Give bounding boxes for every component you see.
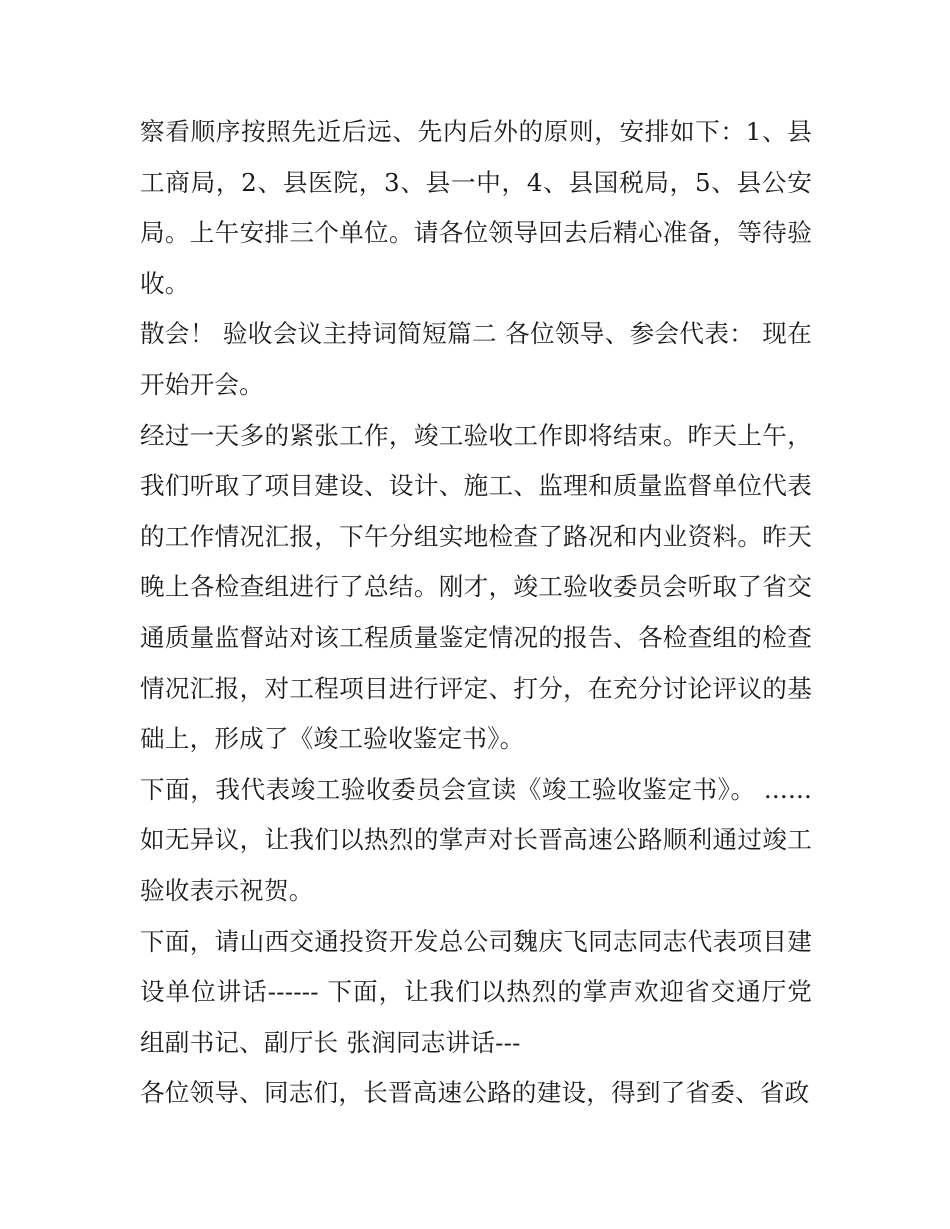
- paragraph-closing-remarks: 各位领导、同志们，长晋高速公路的建设，得到了省委、省政: [140, 1078, 810, 1108]
- paragraph-reading-appraisal: 下面，我代表竣工验收委员会宣读《竣工验收鉴定书》。 ......如无异议，让我们以热烈的掌声对长晋高速公路顺利通过竣工验收表示祝贺。: [140, 774, 812, 905]
- document-body: [140, 107, 812, 1119]
- paragraph-adjourn-and-opening: 散会！ 验收会议主持词简短篇二 各位领导、参会代表： 现在开始开会。: [140, 319, 812, 399]
- paragraph-inspection-order: 察看顺序按照先近后远、先内后外的原则，安排如下：1、县工商局，2、县医院，3、县一中，4、县国税局，5、县公安局。上午安排三个单位。请各位领导回去后精心准备，等待验收。: [140, 117, 812, 298]
- paragraph-work-summary: 经过一天多的紧张工作，竣工验收工作即将结束。昨天上午，我们听取了项目建设、设计、施工、监理和质量监督单位代表的工作情况汇报，下午分组实地检查了路况和内业资料。昨天晚上各检查组进行了总结。刚才，竣工验收委员会听取了省交通质量监督站对该工程质量鉴定情况的报告、各检查组的检查情况汇报，对工程项目进行评定、打分，在充分讨论评议的基础上，形成了《竣工验收鉴定书》。: [140, 420, 812, 754]
- paragraph-speeches: 下面，请山西交通投资开发总公司魏庆飞同志同志代表项目建设单位讲话------ 下面，让我们以热烈的掌声欢迎省交通厅党组副书记、副厅长 张润同志讲话---: [140, 926, 812, 1057]
